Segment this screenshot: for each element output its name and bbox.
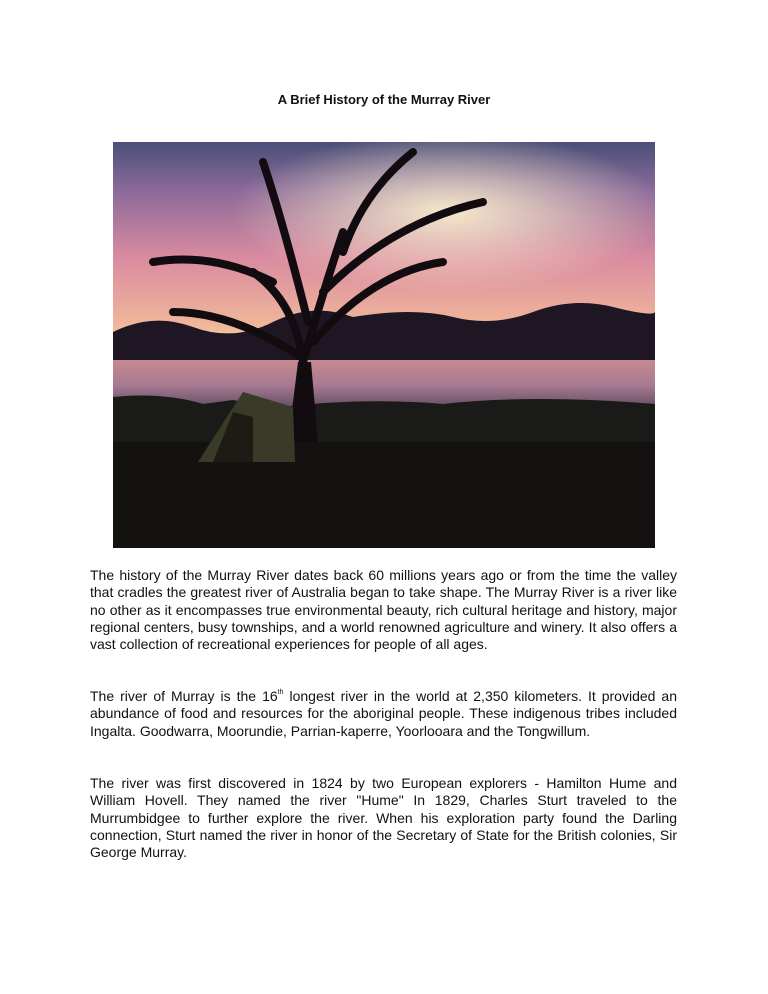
paragraph-text-before: The river of Murray is the 16: [90, 688, 278, 704]
paragraph-discovery: The river was first discovered in 1824 by two European explorers - Hamilton Hume and William Hovell. They named the river "Hume" In 1829, Charles Sturt traveled to the Murrumbidgee to further explore the river. When his exploration party found the Darling connection, Sturt named the river in honor of the Secretary of State for the British colonies, Sir George Murray.: [90, 775, 677, 861]
page-title: A Brief History of the Murray River: [277, 92, 491, 107]
paragraph-text-after: longest river in the world at 2,350 kilometers. It provided an abundance of food and resources for the aboriginal people. These indigenous tribes included Ingalta. Goodwarra, Moorundie, Parrian-kaperre, Yoorlooara and the Tongwillum.: [90, 688, 677, 739]
paragraph-length-tribes: [90, 688, 677, 740]
paragraph-history: The history of the Murray River dates back 60 millions years ago or from the time the valley that cradles the greatest river of Australia began to take shape. The Murray River is a river like no other as it encompasses true environmental beauty, rich cultural heritage and history, major regional centers, busy townships, and a world renowned agriculture and winery. It also offers a vast collection of recreational experiences for people of all ages.: [90, 567, 677, 653]
murray-river-sunset-photo: [113, 142, 655, 548]
ordinal-suffix: th: [277, 689, 284, 696]
